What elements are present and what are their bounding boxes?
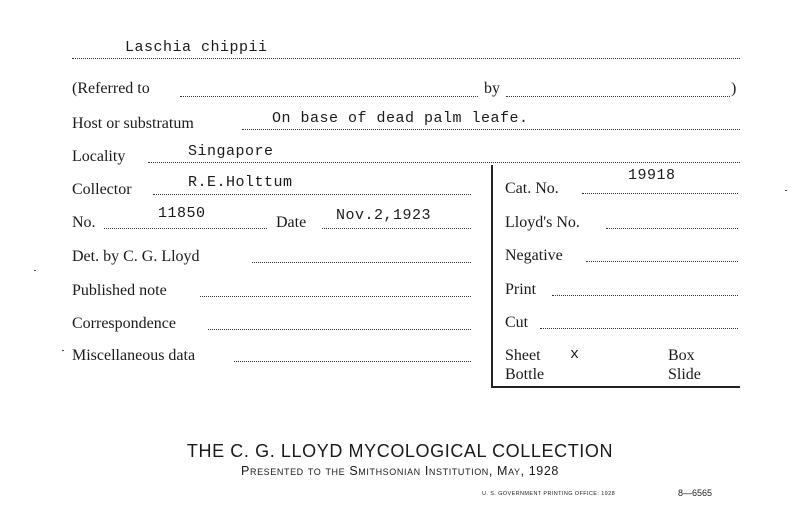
bottle-label: Bottle: [505, 366, 545, 383]
det-by-line: [252, 262, 471, 263]
species-line: [72, 58, 740, 59]
correspondence-label: Correspondence: [72, 315, 176, 332]
scan-speck: [785, 190, 787, 191]
right-box-bottom-border: [491, 386, 740, 388]
no-line: [104, 228, 267, 229]
cat-no-label: Cat. No.: [505, 180, 559, 197]
negative-label: Negative: [505, 247, 563, 264]
host-label: Host or substratum: [72, 115, 194, 132]
cut-label: Cut: [505, 314, 529, 331]
misc-data-line: [234, 361, 471, 362]
referred-to-field: [180, 96, 478, 97]
host-value: On base of dead palm leafe.: [272, 110, 529, 127]
lloyds-no-line: [606, 228, 738, 229]
published-note-line: [200, 296, 471, 297]
print-line: [552, 295, 738, 296]
print-label: Print: [505, 281, 537, 298]
cut-line: [540, 328, 738, 329]
cat-no-line: [582, 193, 738, 194]
sheet-label: Sheet: [505, 347, 541, 364]
box-label: Box: [668, 347, 695, 364]
by-label: by: [484, 80, 500, 97]
collector-line: [153, 194, 471, 195]
locality-label: Locality: [72, 148, 126, 165]
lloyds-no-label: Lloyd's No.: [505, 214, 580, 231]
collector-label: Collector: [72, 181, 132, 198]
printing-office: U. S. GOVERNMENT PRINTING OFFICE: 1928: [482, 491, 616, 497]
scan-speck: [34, 270, 36, 271]
cat-no-value: 19918: [628, 167, 676, 184]
misc-data-label: Miscellaneous data: [72, 347, 196, 364]
collection-title: THE C. G. LLOYD MYCOLOGICAL COLLECTION: [186, 441, 614, 461]
date-line: [322, 228, 471, 229]
right-box-left-border: [491, 165, 493, 387]
no-label: No.: [72, 214, 96, 231]
referred-to-label: (Referred to: [72, 80, 150, 97]
published-note-label: Published note: [72, 282, 167, 299]
form-number: 8—6565: [678, 488, 713, 498]
by-field: [506, 96, 730, 97]
species-name: Laschia chippii: [125, 39, 268, 56]
no-value: 11850: [158, 205, 206, 222]
slide-label: Slide: [668, 366, 701, 383]
locality-line: [148, 162, 740, 163]
date-value: Nov.2,1923: [336, 207, 432, 224]
scan-speck: [62, 350, 64, 351]
sheet-mark: x: [570, 346, 580, 363]
locality-value: Singapore: [188, 143, 274, 160]
close-paren: ): [731, 80, 737, 97]
det-by-label: Det. by C. G. Lloyd: [72, 248, 200, 265]
host-line: [242, 129, 740, 130]
negative-line: [586, 261, 738, 262]
date-label: Date: [276, 214, 307, 231]
collector-value: R.E.Holttum: [188, 174, 293, 191]
correspondence-line: [208, 329, 471, 330]
presented-line: Presented to the Smithsonian Institution, May, 1928: [241, 464, 559, 478]
